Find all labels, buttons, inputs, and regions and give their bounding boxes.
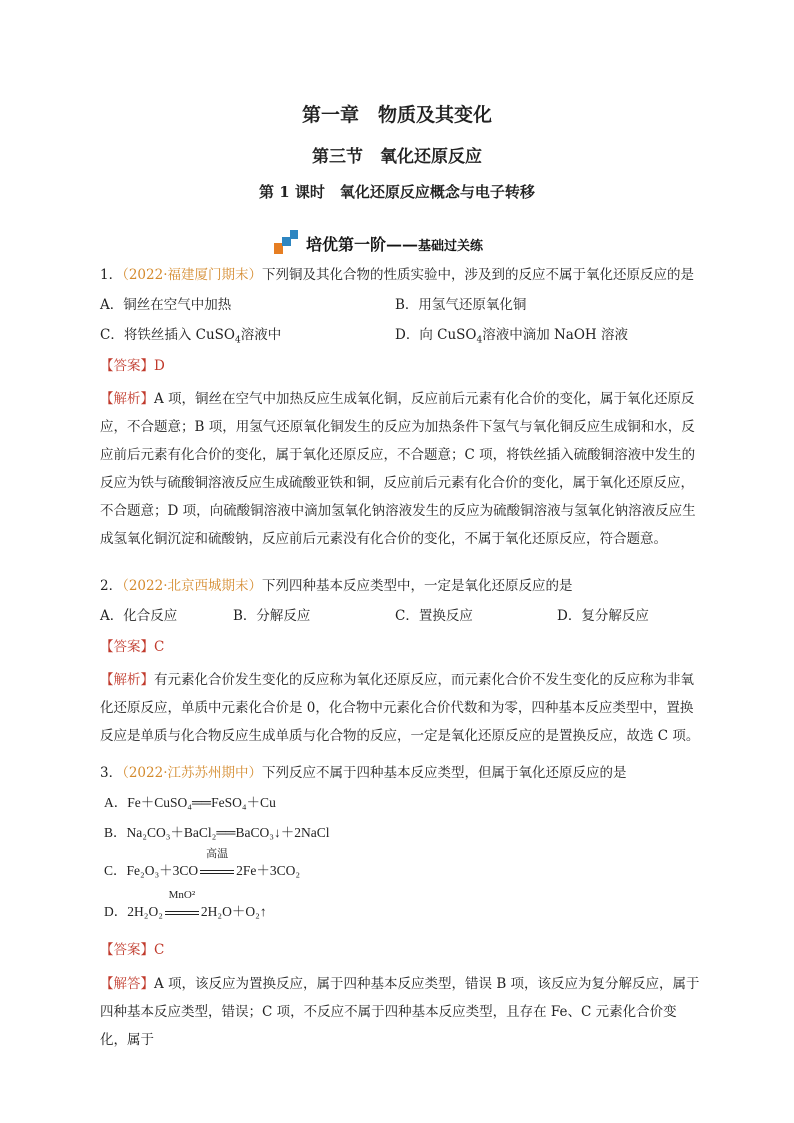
q3-answer: 【答案】C [100,942,165,958]
banner-title: 培优第一阶——基础过关练 [306,235,484,254]
q2-analysis: 【解析】有元素化合价发生变化的反应称为氧化还原反应，而元素化合价不发生变化的反应称为非氧化还原反应，单质中元素化合价是 0，化合物中元素化合价代数和为零，四种基本反应类型中，置换反应是单质与化合物反应生成单质与化合物的反应，一定是氧化还原反应的是置换反应，故选 C 项。 [100,672,700,744]
q2-option-b: B．分解反应 [233,608,311,624]
q3-analysis: 【解答】A 项，该反应为置换反应，属于四种基本反应类型，错误 B 项，该反应为复分解反应，属于四种基本反应类型，错误；C 项，不反应不属于四种基本反应类型，且存在 Fe、C 元素化合价变化，属于 [100,976,700,1048]
q3-stem: 3．（2022·江苏苏州期中）下列反应不属于四种基本反应类型，但属于氧化还原反应的是 [100,765,627,781]
q3-option-a: A．Fe＋CuSO₄══FeSO₄＋Cu [104,795,276,810]
q1-option-c: C．将铁丝插入 CuSO$_4$溶液中 [100,327,282,346]
q3-option-c: C．Fe₂O₃＋3CO 高温 2Fe＋3CO₂ [104,848,301,878]
q1-option-b: B．用氢气还原氧化铜 [395,297,527,313]
q1-option-d: D．向 CuSO$_4$溶液中滴加 NaOH 溶液 [395,327,628,346]
q1-analysis: 【解析】A 项，铜丝在空气中加热反应生成氧化铜，反应前后元素有化合价的变化，属于氧化还原反应，不合题意；B 项，用氢气还原氧化铜发生的反应为加热条件下氢气与氧化铜反应生成铜和水，反应前后元素有化合价的变化，属于氧化还原反应，不合题意；C 项，将铁丝插入硫酸铜溶液中发生的反应为铁与硫酸铜溶液反应生成硫酸亚铁和铜，反应前后元素有化合价的变化，属于氧化还原反应，不合题意；D 项，向硫酸铜溶液中滴加氢氧化钠溶液发生的反应为硫酸铜溶液与氢氧化钠溶液反应生成氢氧化铜沉淀和硫酸钠，反应前后元素没有化合价的变化，不属于氧化还原反应，符合题意。 [100,391,696,547]
q2-stem: 2．（2022·北京西城期末）下列四种基本反应类型中，一定是氧化还原反应的是 [100,578,573,594]
q2-answer: 【答案】C [100,639,165,655]
q3-option-b: B．Na₂CO₃＋BaCl₂══BaCO₃↓＋2NaCl [104,825,330,840]
q3-option-d: D．2H₂O₂ MnO² 2H₂O＋O₂↑ [104,889,267,919]
lesson-title: 第 1 课时 氧化还原反应概念与电子转移 [259,183,535,201]
chapter-title: 第一章 物质及其变化 [301,104,492,126]
q1-answer: 【答案】D [100,358,165,374]
stairs-icon [274,230,298,254]
q2-option-a: A．化合反应 [100,608,178,624]
q1-option-a: A．铜丝在空气中加热 [100,297,232,313]
q1-stem: 1．（2022·福建厦门期末）下列铜及其化合物的性质实验中，涉及到的反应不属于氧化还原反应的是 [100,267,694,283]
q2-option-d: D．复分解反应 [557,608,649,624]
section-title: 第三节 氧化还原反应 [312,147,482,167]
q2-option-c: C．置换反应 [395,608,473,624]
